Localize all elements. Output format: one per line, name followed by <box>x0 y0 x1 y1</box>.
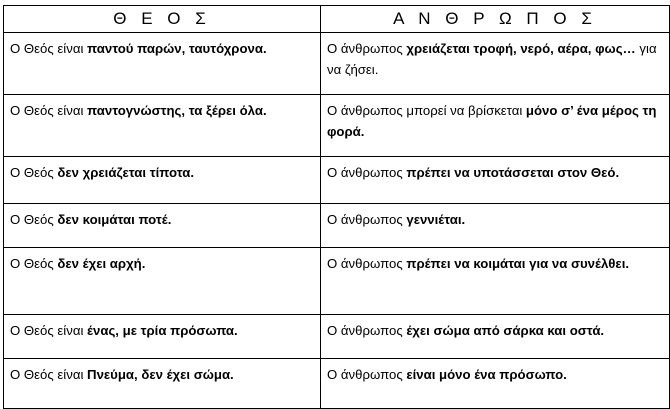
god-cell <box>4 315 321 359</box>
cell-text: για να ζήσει. <box>327 41 657 77</box>
cell-text: Ο άνθρωπος <box>327 212 407 227</box>
human-cell <box>321 157 670 204</box>
table-row <box>4 33 670 95</box>
cell-bold-text: παντού παρών, ταυτόχρονα. <box>87 41 267 56</box>
cell-text: Ο Θεός <box>10 256 58 271</box>
cell-text: Ο άνθρωπος μπορεί να βρίσκεται <box>327 103 526 118</box>
human-cell <box>321 359 670 409</box>
cell-text: Ο άνθρωπος <box>327 41 407 56</box>
cell-text: Ο άνθρωπος <box>327 323 407 338</box>
cell-bold-text: έχει σώμα από σάρκα και οστά. <box>406 323 605 338</box>
cell-text: Ο άνθρωπος <box>327 256 407 271</box>
table-row <box>4 95 670 157</box>
human-cell <box>321 315 670 359</box>
table-row <box>4 315 670 359</box>
god-cell <box>4 95 321 157</box>
cell-text: Ο Θεός είναι <box>10 367 88 382</box>
header-human: Α Ν Θ Ρ Ω Π Ο Σ <box>321 6 670 33</box>
cell-bold-text: μόνο σ’ ένα μέρος τη φορά. <box>327 103 657 139</box>
comparison-table <box>3 5 670 409</box>
cell-text: Ο άνθρωπος <box>327 367 407 382</box>
god-cell <box>4 33 321 95</box>
human-cell <box>321 95 670 157</box>
cell-bold-text: είναι μόνο ένα πρόσωπο. <box>406 367 567 382</box>
cell-bold-text: χρειάζεται τροφή, νερό, αέρα, φως… <box>406 41 636 56</box>
table-row <box>4 248 670 315</box>
god-cell <box>4 248 321 315</box>
cell-bold-text: δεν χρειάζεται τίποτα. <box>57 165 194 180</box>
god-cell <box>4 157 321 204</box>
cell-bold-text: δεν έχει αρχή. <box>57 256 146 271</box>
table-row <box>4 157 670 204</box>
cell-bold-text: γεννιέται. <box>406 212 466 227</box>
table-header-row <box>4 6 670 33</box>
human-cell <box>321 204 670 248</box>
cell-text: Ο Θεός είναι <box>10 103 88 118</box>
cell-text: Ο Θεός <box>10 165 58 180</box>
god-cell <box>4 359 321 409</box>
cell-text: Ο Θεός είναι <box>10 323 88 338</box>
cell-text: Ο άνθρωπος <box>327 165 407 180</box>
human-cell <box>321 33 670 95</box>
cell-bold-text: πρέπει να κοιμάται για να συνέλθει. <box>406 256 630 271</box>
cell-bold-text: παντογνώστης, τα ξέρει όλα. <box>87 103 267 118</box>
god-cell <box>4 204 321 248</box>
cell-bold-text: ένας, με τρία πρόσωπα. <box>87 323 238 338</box>
header-god: Θ Ε Ο Σ <box>4 6 321 33</box>
cell-bold-text: δεν κοιμάται ποτέ. <box>57 212 172 227</box>
cell-text: Ο Θεός <box>10 212 58 227</box>
cell-text: Ο Θεός είναι <box>10 41 88 56</box>
cell-bold-text: πρέπει να υποτάσσεται στον Θεό. <box>406 165 620 180</box>
table-row <box>4 359 670 409</box>
cell-bold-text: Πνεύμα, δεν έχει σώμα. <box>87 367 234 382</box>
table-row <box>4 204 670 248</box>
human-cell <box>321 248 670 315</box>
